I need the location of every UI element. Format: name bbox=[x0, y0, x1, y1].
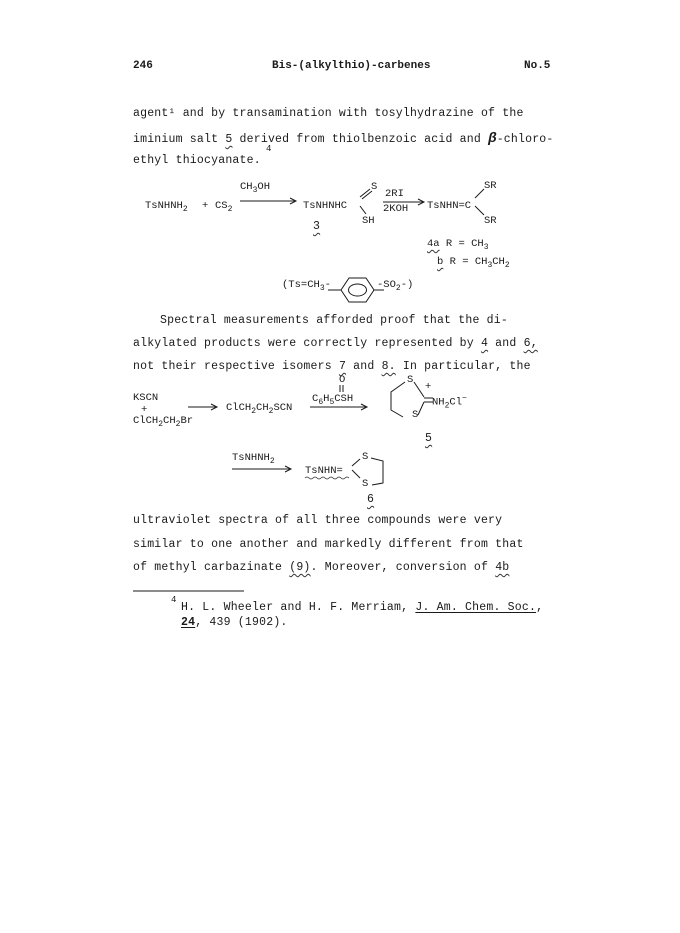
para1-line2: iminium salt 5 derived from thiolbenzoic acid and β-chloro- bbox=[133, 131, 554, 147]
footnote-line1: H. L. Wheeler and H. F. Merriam, J. Am. Chem. Soc., bbox=[181, 601, 544, 614]
benzene-ring bbox=[341, 278, 374, 302]
ring-s-bottom: S bbox=[412, 409, 419, 421]
compound-ref-5: 5 bbox=[225, 133, 233, 146]
ts-close: $-SO_2-$) bbox=[377, 279, 414, 293]
compound-3-label: 3 bbox=[313, 220, 321, 233]
reactant-cs2: $CS_2$ bbox=[215, 200, 233, 214]
ring-s-top: S bbox=[407, 374, 414, 386]
sh-label: SH bbox=[362, 215, 375, 227]
reagent-methanol: $CH_3OH$ bbox=[240, 181, 271, 195]
dithiolane-ring-5 bbox=[391, 382, 405, 417]
para3-line2: similar to one another and markedly different from that bbox=[133, 538, 524, 551]
plus-sign: + bbox=[202, 200, 209, 212]
beta-symbol: β bbox=[488, 131, 497, 147]
para2-line1: Spectral measurements afforded proof that the di- bbox=[160, 314, 508, 327]
compound-ref-6: 6, bbox=[523, 337, 538, 350]
compound-ref-8: 8. bbox=[381, 360, 396, 373]
compound-ref-4b: 4b bbox=[495, 561, 510, 574]
compound-4a-def: 4a $R = CH_3$ bbox=[427, 238, 489, 252]
footnote-line2: 24, 439 (1902). bbox=[181, 616, 288, 629]
para3-line1: ultraviolet spectra of all three compounds were very bbox=[133, 514, 503, 527]
page-number: 246 bbox=[133, 60, 153, 72]
sr-top: SR bbox=[484, 180, 497, 192]
dithiolane-ring-6 bbox=[371, 458, 383, 485]
para3-line3: of methyl carbazinate (9). Moreover, conversion of 4b bbox=[133, 561, 510, 574]
plus-charge: + bbox=[425, 381, 432, 393]
carbonyl-o: O bbox=[339, 374, 346, 386]
ts-open: ($Ts=CH_3-$ bbox=[282, 279, 331, 293]
s-label: S bbox=[371, 181, 378, 193]
para2-line2: alkylated products were correctly represented by 4 and 6, bbox=[133, 337, 538, 350]
para1-line1: agent¹ and by transamination with tosylhydrazine of the bbox=[133, 107, 524, 120]
footnote-number: 4 bbox=[171, 595, 177, 605]
reference-superscript: 4 bbox=[266, 144, 272, 154]
compound-ref-7: 7 bbox=[338, 360, 347, 373]
sr-bottom: SR bbox=[484, 215, 497, 227]
compound-4b-def: b $R = CH_3CH_2$ bbox=[437, 256, 510, 270]
plus-sign-2: + bbox=[141, 404, 148, 416]
issue-number: No.5 bbox=[524, 60, 551, 72]
bromide: $ClCH_2CH_2Br$ bbox=[133, 415, 194, 429]
reagent-2koh: 2KOH bbox=[383, 203, 409, 215]
thiobenzoic-acid: $C_6H_5CSH$ bbox=[312, 393, 354, 407]
para2-line3: not their respective isomers 7 and 8. In particular, the bbox=[133, 360, 531, 373]
volume: 24 bbox=[181, 616, 196, 629]
thiocyanate: $ClCH_2CH_2SCN$ bbox=[226, 402, 293, 416]
kscn: KSCN bbox=[133, 392, 159, 404]
running-title: Bis-(alkylthio)-carbenes bbox=[272, 60, 431, 72]
reagent-2ri: 2RI bbox=[385, 188, 404, 200]
tosylhydrazine-reagent: TsNHNH$_2$ bbox=[232, 452, 275, 466]
intermediate: TsNHNHC bbox=[303, 200, 348, 212]
reactant-tsnhnh2: TsNHNH$_2$ bbox=[145, 200, 188, 214]
ring2-s-top: S bbox=[362, 451, 369, 463]
journal-title: J. Am. Chem. Soc. bbox=[415, 601, 537, 614]
iminium-group: $NH_2Cl^-$ bbox=[432, 394, 467, 411]
compound-ref-4: 4 bbox=[480, 337, 489, 350]
compound-6-label: 6 bbox=[367, 493, 375, 506]
compound-5-label: 5 bbox=[425, 432, 433, 445]
ring2-s-bottom: S bbox=[362, 478, 369, 490]
para1-line3: ethyl thiocyanate. bbox=[133, 154, 261, 167]
compound-ref-9: (9) bbox=[289, 561, 311, 574]
product: TsNHN=C bbox=[427, 200, 472, 212]
product-6: TsNHN= bbox=[305, 465, 343, 477]
